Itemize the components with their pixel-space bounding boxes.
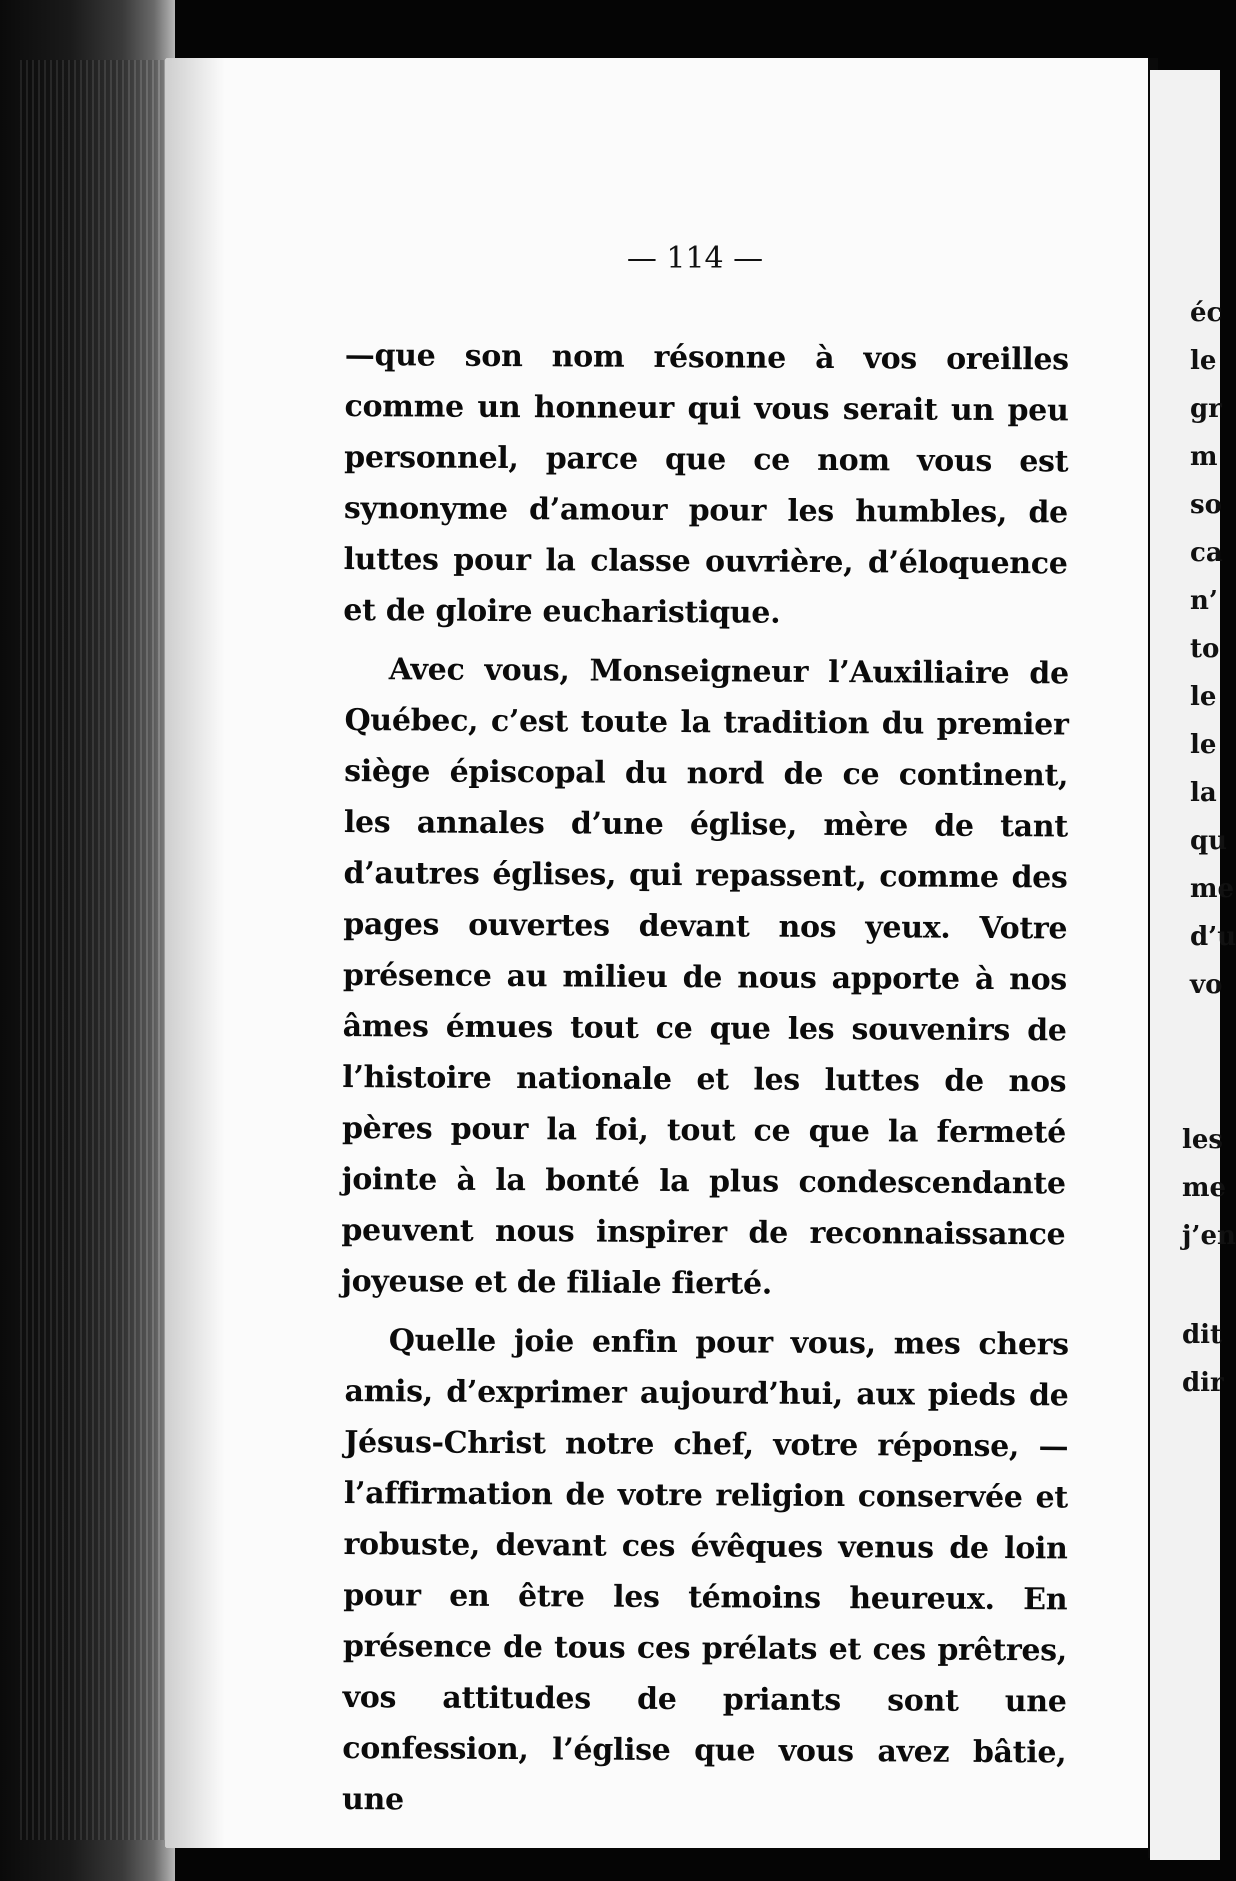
fragment-text: le (1190, 346, 1217, 376)
fragment-text: dit (1182, 1320, 1223, 1350)
fragment-text: j’en (1182, 1221, 1236, 1251)
paragraph-2: Avec vous, Monseigneur l’Auxiliaire de Québec, c’est toute la tradition du premier siège épiscopal du nord de ce continent, les annales d’une église, mère de tant d’autres églises, qui repassent, comme des pages ouvertes devant nos yeux. Votre présence au milieu de nous apporte à nos âmes émues tout ce que les souvenirs de l’histoire nationale et les luttes de nos pères pour la foi, tout ce que la fermeté jointe à la bonté la plus condescendante peuvent nous inspirer de reconnaissance joyeuse et de filiale fierté. (340, 652, 1069, 1302)
fragment-text: me (1190, 874, 1235, 904)
page-number: — 114 — (626, 241, 764, 276)
fragment-text: ca (1190, 538, 1223, 568)
fragment-text: les (1182, 1125, 1224, 1155)
fragment-text: vo (1190, 970, 1223, 1000)
fragment-text: to (1190, 634, 1220, 664)
paragraph-1: —que son nom résonne à vos oreilles comme un honneur qui vous serait un peu personnel, parce que ce nom vous est synonyme d’amour pour les humbles, de luttes pour la classe ouvrière, d’éloquence et de gloire eucharistique. (343, 337, 1069, 631)
adjacent-page-fragment (1150, 70, 1236, 1860)
fragment-text: me (1182, 1173, 1227, 1203)
fragment-text: gr (1190, 394, 1222, 424)
fragment-text: éc (1190, 298, 1223, 328)
fragment-text: so (1190, 490, 1222, 520)
paragraph-3: Quelle joie enfin pour vous, mes chers amis, d’exprimer aujourd’hui, aux pieds de Jésus-Christ notre chef, votre réponse, —l’affirmation de votre religion conservée et robuste, devant ces évêques venus de loin pour en être les témoins heureux. En présence de tous ces prélats et ces prêtres, vos attitudes de priants sont une confession, l’église que vous avez bâtie, une (341, 1323, 1069, 1818)
fragment-text: dir (1182, 1368, 1224, 1398)
page-text (340, 330, 1069, 1833)
page-gutter-shadow (165, 58, 225, 1848)
fragment-text: la (1190, 778, 1217, 808)
fragment-text: qu (1190, 826, 1228, 856)
fragment-text: n’ (1190, 586, 1218, 616)
fragment-text: le (1190, 682, 1217, 712)
fragment-text: d’u (1190, 922, 1236, 952)
fragment-text: le (1190, 730, 1217, 760)
fragment-text: m (1190, 442, 1218, 472)
book-page (165, 58, 1150, 1848)
binding-texture (20, 60, 170, 1840)
